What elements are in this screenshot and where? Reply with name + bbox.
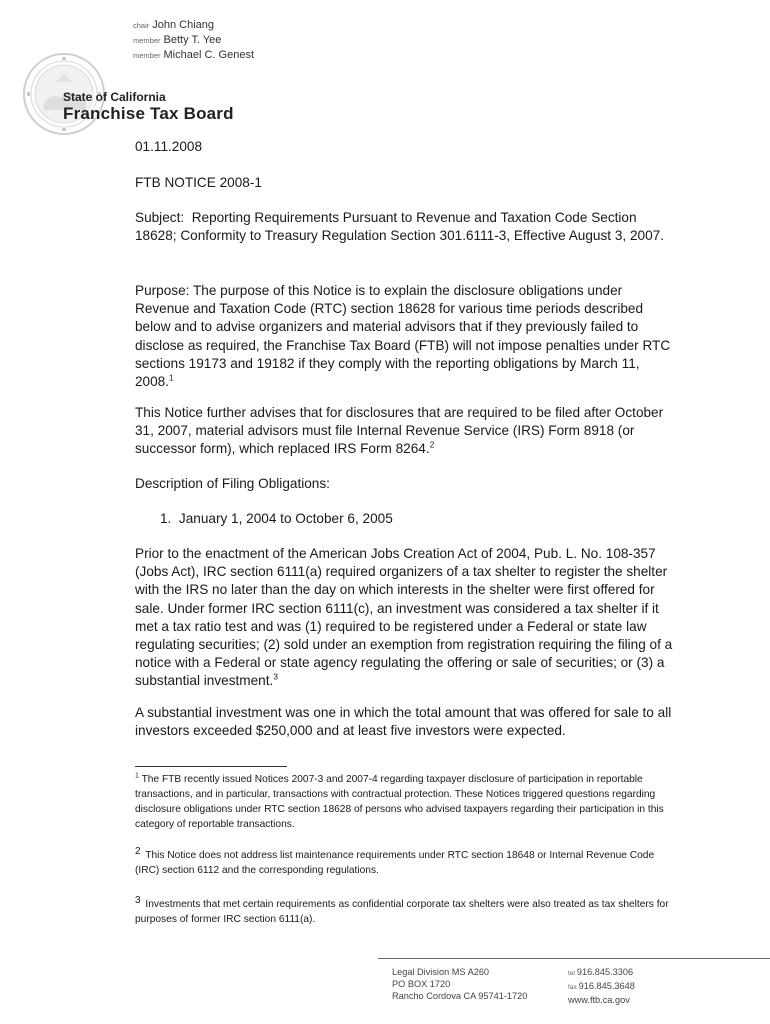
address-line: PO BOX 1720 (392, 979, 451, 989)
footer-address (392, 966, 527, 1002)
purpose-text: The purpose of this Notice is to explain the disclosure obligations under Revenue and Taxation Code (RTC) section 18628 for various time periods described below and to advise organizers and material advisors that if they previously failed to disclose as required, the Franchise Tax Board (FTB) will not impose penalties under RTC sections 19173 and 19182 if they comply with the reporting obligations by March 11, 2008. (135, 283, 671, 390)
footnote-mark: 1 (135, 772, 139, 780)
substantial-paragraph (135, 704, 675, 740)
agency-name: Franchise Tax Board (63, 104, 234, 123)
member-role: chair (133, 21, 150, 30)
further-text: This Notice further advises that for disclosures that are required to be filed after October 31, 2007, material advisors must file Internal Revenue Service (IRS) Form 8918 (or successor form), which replaced IRS Form 8264. (135, 405, 664, 457)
footer-divider (378, 958, 770, 959)
footnote-text: Investments that met certain requirements as confidential corporate tax shelters were also treated as tax shelters for purposes of former IRC section 6111(a). (135, 899, 669, 925)
purpose-label: Purpose: (135, 283, 190, 298)
description-heading: Description of Filing Obligations: (135, 476, 330, 491)
phone-number: 916.845.3306 (576, 967, 634, 977)
fax-label: fax (568, 984, 577, 991)
footnote-reference: 3 (273, 671, 279, 682)
board-members (133, 18, 254, 63)
member-name: Betty T. Yee (163, 34, 222, 46)
address-line: Rancho Cordova CA 95741-1720 (392, 991, 528, 1001)
list-item (160, 511, 393, 526)
prior-text: Prior to the enactment of the American Jobs Creation Act of 2004, Pub. L. No. 108-357 (Jobs Act), IRC section 6111(a) required organizers of a tax shelter to register the shelter with the IRS no later than the day on which interests in the shelter were first offered for sale. Under former IRC section 6111(c), an investment was considered a tax shelter if it met a tax ratio test and was (1) required to be registered under a Federal or state law regulating securities; (2) sold under an exemption from registration requiring the filing of a notice with a Federal or state agency regulating the offering or sale of securities; or (3) a substantial investment. (135, 546, 673, 689)
member-role: member (133, 51, 161, 60)
notice-number: FTB NOTICE 2008-1 (135, 175, 262, 190)
footnote-text: The FTB recently issued Notices 2007-3 and 2007-4 regarding taxpayer disclosure of participation in reportable transactions, and in particular, transactions with contractual protection. These Notices triggered questions regarding disclosure obligations under RTC section 18628 of persons who advised taxpayers regarding their participation in this category of reportable transactions. (135, 774, 664, 830)
subject-paragraph (135, 209, 675, 245)
footnote-reference: 2 (429, 439, 435, 450)
member-line (133, 18, 254, 33)
footer-phone (568, 966, 635, 980)
notice-date: 01.11.2008 (135, 139, 203, 154)
state-name: State of California (63, 90, 166, 104)
website-link[interactable]: www.ftb.ca.gov (568, 995, 630, 1005)
footer-contact (568, 966, 635, 1006)
footnote-mark: 2 (135, 845, 141, 857)
list-item-text: January 1, 2004 to October 6, 2005 (178, 511, 393, 526)
footer-fax (568, 980, 635, 994)
subject-label: Subject: (135, 210, 185, 225)
substantial-text: A substantial investment was one in which the total amount that was offered for sale to all investors exceeded $250,000 and at least five investors were expected. (135, 705, 672, 739)
footnote-reference: 1 (169, 372, 174, 383)
member-role: member (133, 36, 161, 45)
purpose-paragraph (135, 282, 675, 391)
footnote-mark: 3 (135, 894, 141, 906)
footnote-1 (135, 772, 680, 832)
footnote-text: This Notice does not address list maintenance requirements under RTC section 18648 or Internal Revenue Code (IRC) section 6112 and the corresponding regulations. (135, 850, 655, 876)
member-name: Michael C. Genest (163, 49, 254, 61)
subject-text: Reporting Requirements Pursuant to Revenue and Taxation Code Section 18628; Conformity to Treasury Regulation Section 301.6111-3, Effective August 3, 2007. (135, 210, 664, 244)
member-line (133, 33, 254, 48)
footnote-2 (135, 845, 680, 878)
further-paragraph (135, 404, 675, 459)
fax-number: 916.845.3648 (578, 981, 635, 991)
member-line (133, 48, 254, 63)
phone-label: tel (568, 970, 575, 977)
list-number: 1. (160, 511, 172, 526)
prior-paragraph (135, 545, 675, 691)
address-line: Legal Division MS A260 (392, 967, 490, 977)
footnote-divider (135, 766, 287, 767)
footnote-3 (135, 894, 680, 927)
member-name: John Chiang (152, 19, 215, 31)
